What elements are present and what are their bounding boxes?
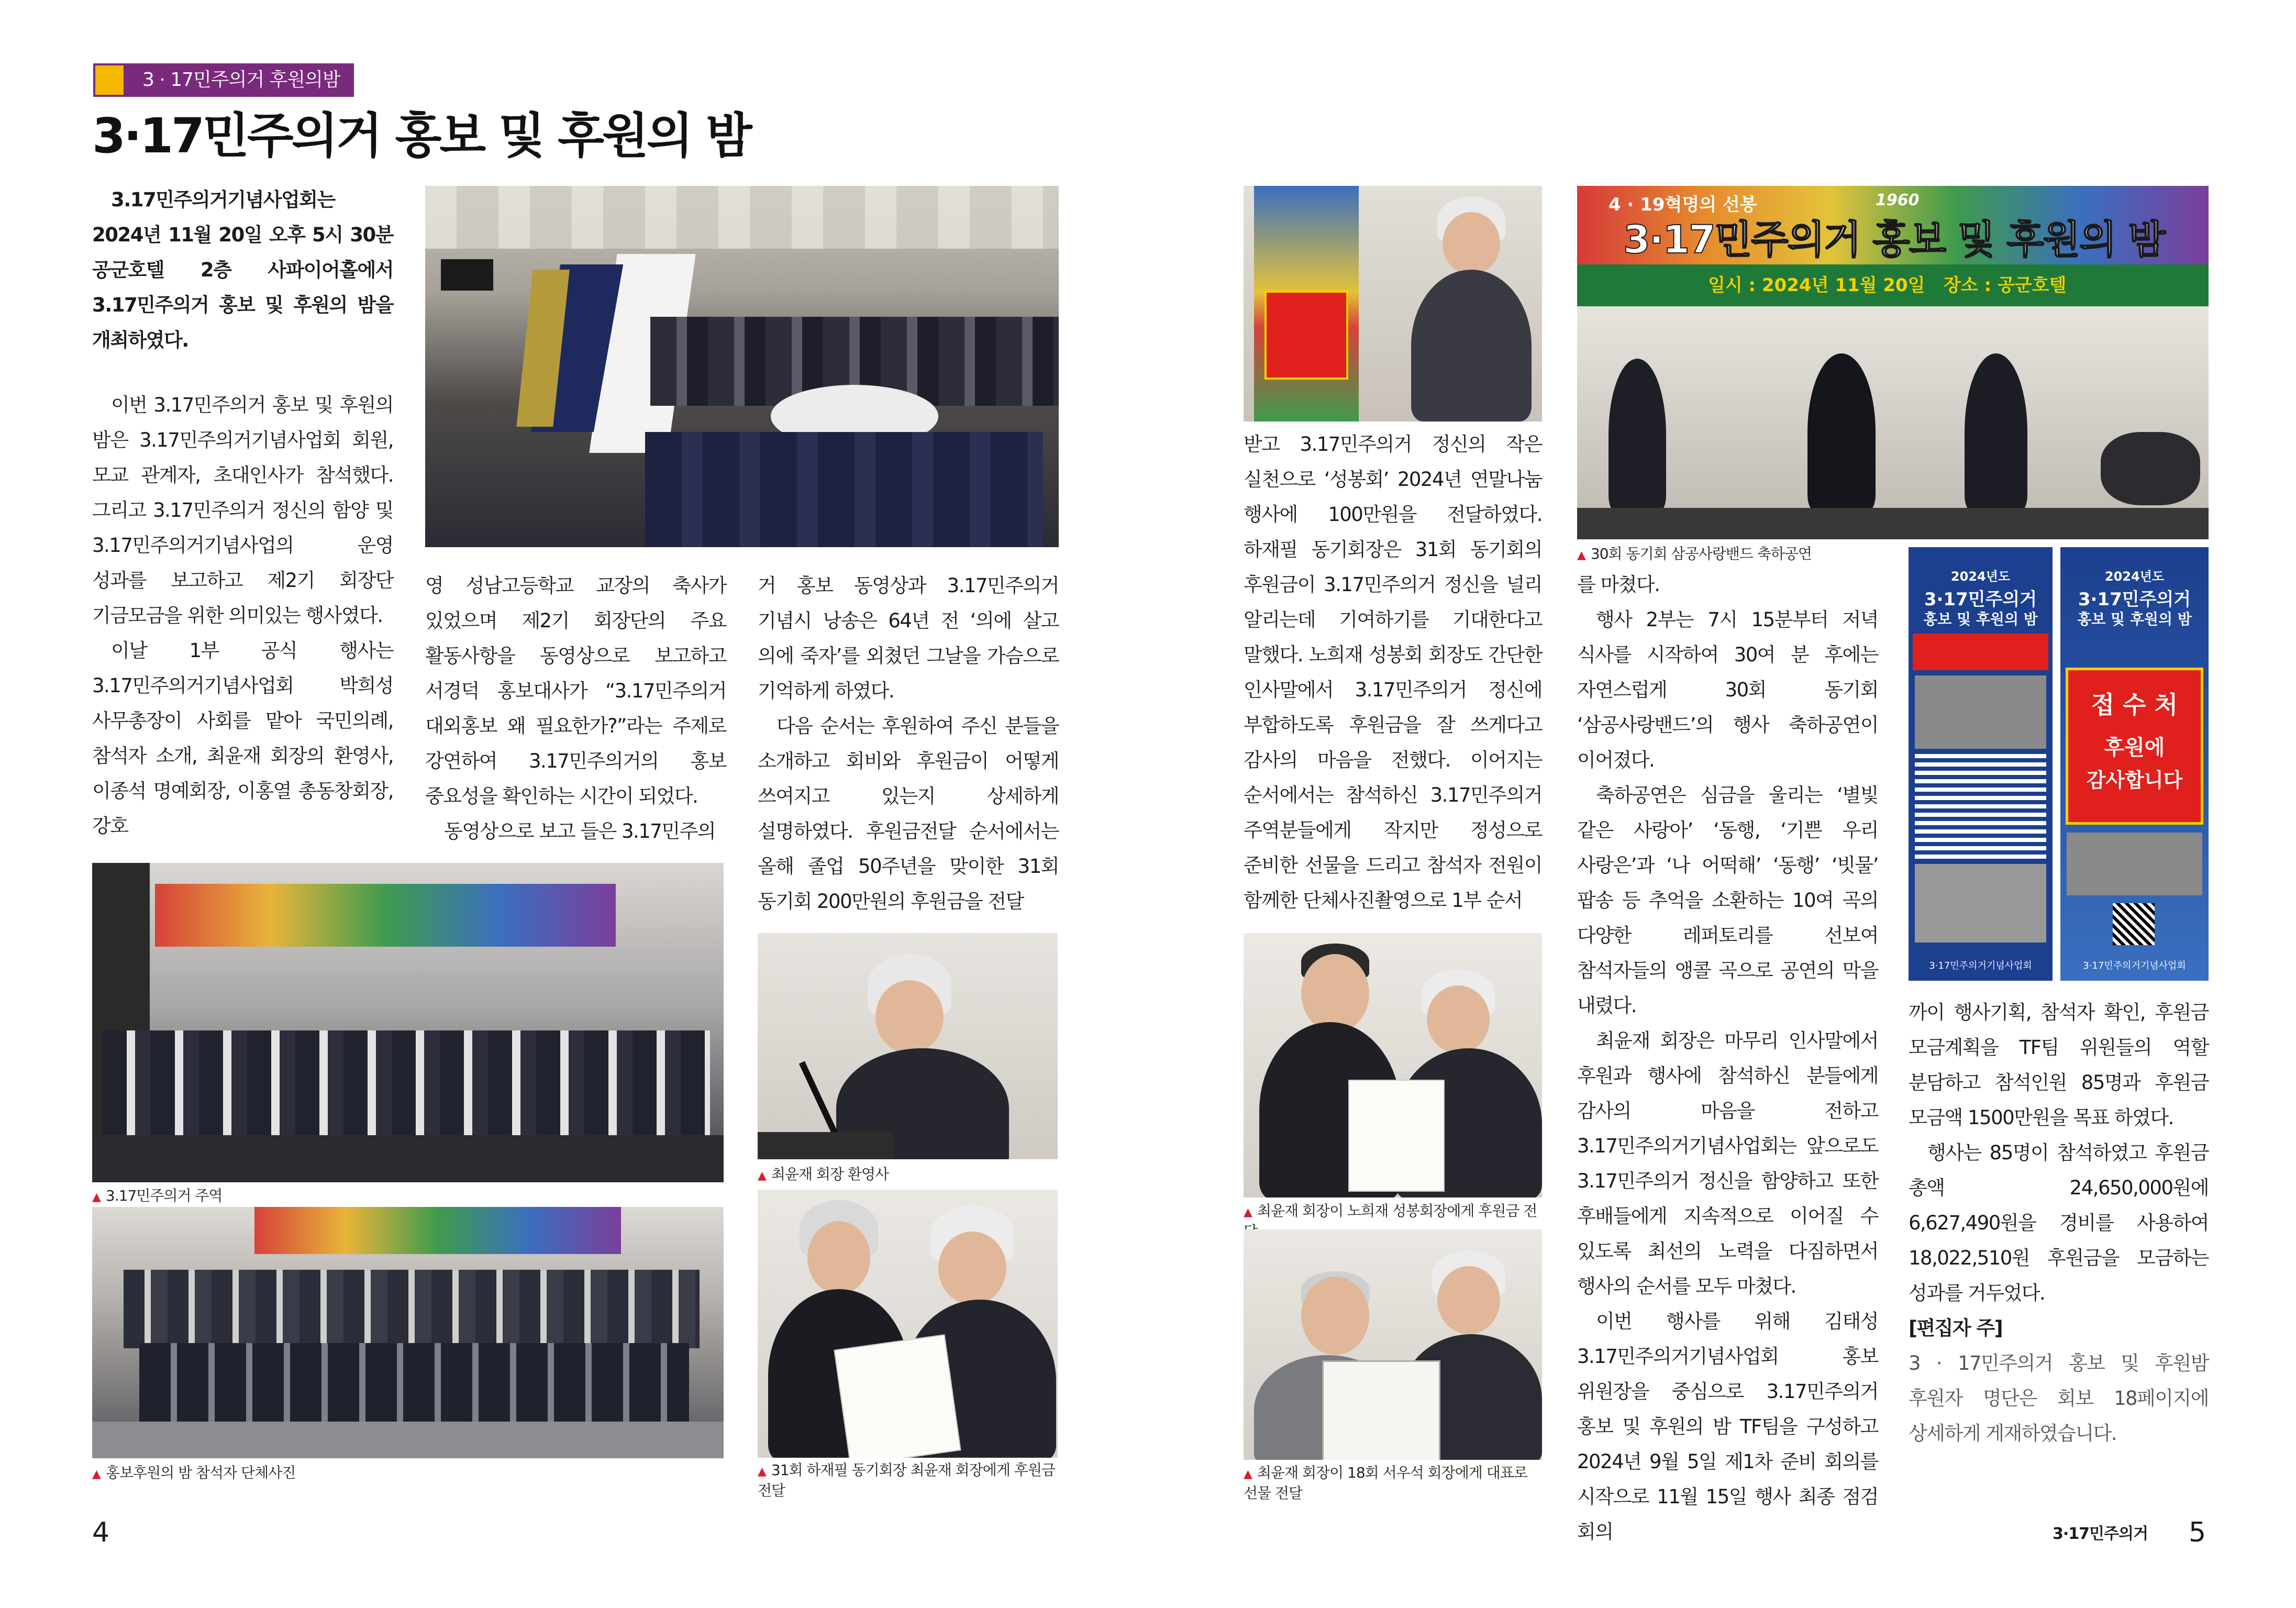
column-6-paragraph-1: 까이 행사기획, 참석자 확인, 후원금 모금계획을 TF팀 위원들의 역할 분담하고 참석인원 85명과 후원금 모금액 1500만원을 목표 하였다. [1909, 1001, 2209, 1129]
welcome-speech-photo [758, 933, 1058, 1159]
stage-floor [1577, 508, 2209, 539]
poster-reception-qr [2113, 903, 2155, 945]
section-tag-label: 3 · 17민주의거 후원의밤 [126, 63, 354, 97]
guest-face [1443, 212, 1500, 275]
tv-screen [441, 259, 493, 291]
banner-year: 1960 [1876, 191, 1920, 209]
poster-reception-photo [2067, 833, 2202, 895]
caption-triangle-icon: ▲ [92, 1191, 101, 1204]
band-photo [1577, 186, 2209, 539]
column-5-paragraph-4: 최윤재 회장은 마무리 인사말에서 후원과 행사에 참석하신 분들에게 감사의 마음을 전하고 3.17민주의거기념사업회는 앞으로도 3.17민주의거 정신을 함양하고 또한 후배들에게 지속적으로 이어질 수 있도록 최선의 노력을 다짐하면서 행사의 순서를 모두 마쳤다. [1577, 1029, 1878, 1298]
poster-info-text-block [1915, 754, 2046, 859]
caption-triangle-icon: ▲ [1244, 1468, 1252, 1481]
column-2 [425, 568, 726, 849]
poster-info-title-2: 홍보 및 후원의 밤 [1923, 611, 2038, 628]
caption-triangle-icon: ▲ [1244, 1206, 1252, 1219]
caption-triangle-icon: ▲ [758, 1465, 766, 1478]
caption-triangle-icon: ▲ [92, 1468, 101, 1481]
left-page-number: 4 [92, 1517, 110, 1548]
banner-title: 3·17민주의거 홍보 및 후원의 밤 [1623, 217, 2165, 262]
ceiling-lights [425, 186, 1059, 249]
column-6-paragraph-2: 행사는 85명이 참석하였고 후원금 총액 24,650,000원에 6,627,490원을 경비를 사용하여 18,022,510원 후원금을 모금하는 성과를 거두었다. [1909, 1141, 2209, 1304]
caption-triangle-icon: ▲ [1577, 549, 1585, 562]
speaker-face [875, 980, 944, 1053]
banner-subtitle: 4 · 19혁명의 선봉 [1609, 194, 1757, 215]
poster-info-org: 3·17민주의거기념사업회 [1929, 960, 2032, 971]
bassist-right [1965, 353, 2027, 511]
certificate [1348, 1080, 1445, 1192]
event-banner [1577, 186, 2209, 306]
microphone-stand [799, 1061, 838, 1135]
column-6 [1909, 995, 2209, 1451]
poster-reception-org: 3·17민주의거기념사업회 [2083, 960, 2186, 971]
section-tag [93, 63, 354, 97]
man-left-face [1301, 1277, 1369, 1355]
poster-reception-line-1: 후원에 [2104, 736, 2165, 760]
group-floor [92, 1422, 724, 1458]
group-back-rows [124, 1270, 700, 1348]
chorus-members [103, 1030, 710, 1135]
poster-info-red-band [1913, 634, 2048, 670]
group-banner [254, 1207, 621, 1254]
poster-reception-panel [2066, 668, 2203, 825]
column-5-paragraph-1: 를 마쳤다. [1577, 573, 1660, 596]
banner-date: 일시 : 2024년 11월 20일 [1708, 275, 1925, 296]
man-right-face [938, 1232, 1006, 1305]
column-4 [1244, 427, 1542, 918]
poster-reception-title-1: 3·17민주의거 [2078, 589, 2191, 610]
poster-info-year: 2024년도 [1950, 569, 2011, 584]
editor-note-text: 3 · 17민주의거 홍보 및 후원밤 후원자 명단은 회보 18페이지에 상세하게 게재하였습니다. [1909, 1352, 2209, 1445]
column-4-paragraph-1: 받고 3.17민주의거 정신의 작은 실천으로 ‘성봉회’ 2024년 연말나눔 행사에 100만원을 전달하였다. 하재필 동기회장은 31회 동기회의 후원금이 3.17민주의거 정신을 널리 알리는데 기여하기를 기대한다고 말했다. 노희재 성봉회 회장도 간단한 인사말에서 3.17민주의거 정신에 부합하도록 후원금을 잘 쓰게다고 감사의 마음을 전했다. 이어지는 순서에서는 참석하신 3.17민주의거 주역분들에게 작지만 정성으로 준비한 선물을 드리고 참석자 전원이 함께한 단체사진촬영으로 1부 순서 [1244, 433, 1542, 912]
editor-note-label: [편집자 주] [1909, 1317, 2003, 1339]
poster-info-title-1: 3·17민주의거 [1924, 589, 2037, 610]
chairs-row [645, 432, 1043, 547]
banner-place: 장소 : 공군호텔 [1944, 275, 2067, 296]
singer-center [1807, 353, 1876, 511]
footer-magazine-label: 3·17민주의거 [2053, 1525, 2148, 1543]
poster-reception [2060, 547, 2209, 981]
band-caption: ▲ 30회 동기회 삼공사랑밴드 축하공연 [1577, 545, 1812, 562]
poster-reception-year: 2024년도 [2104, 569, 2165, 584]
donation-seongbong-photo [1244, 933, 1542, 1197]
reception-poster-photo [1244, 186, 1542, 422]
chorus-photo [92, 863, 724, 1182]
guitarist-left [1609, 359, 1666, 511]
certificate [834, 1334, 961, 1458]
column-3-paragraph-1: 거 홍보 동영상과 3.17민주의거 기념시 낭송은 64년 전 ‘의에 살고 의에 죽자’를 외쳤던 그날을 가슴으로 기억하게 하였다. [758, 574, 1059, 702]
caption-triangle-icon: ▲ [758, 1169, 766, 1182]
left-column-body [92, 387, 393, 844]
welcome-caption: ▲ 최윤재 회장 환영사 [758, 1166, 889, 1183]
column-3-paragraph-2: 다음 순서는 후원하여 주신 분들을 소개하고 회비와 후원금이 어떻게 쓰여지고 있는지 상세하게 설명하였다. 후원금전달 순서에서는 올해 졸업 50주년을 맞이한 31회 동기회 200만원의 후원금을 전달 [758, 715, 1059, 913]
column-5-paragraph-3: 축하공연은 심금을 울리는 ‘별빛 같은 사랑아’ ‘동행, ‘기쁜 우리 사랑은’과 ‘나 어떡해’ ‘동행’ ‘빗물’ 팝송 등 추억을 소환하는 10여 곡의 다양한 레퍼토리를 선보여 참석자들의 앵콜 곡으로 공연의 막을 내렸다. [1577, 784, 1878, 1017]
man-right-face [1437, 1266, 1500, 1334]
left-paragraph-1: 이번 3.17민주의거 홍보 및 후원의 밤은 3.17민주의거기념사업회 회원, 모교 관계자, 초대인사가 참석했다. 그리고 3.17민주의거 정신의 함양 및 3.17민주의거기념사업의 운영 성과를 보고하고 제2기 회장단 기금모금을 위한 의미있는 행사였다. [92, 394, 393, 627]
man-right-face [1427, 985, 1490, 1053]
poster-reception-heading: 접 수 처 [2091, 691, 2178, 719]
poster-info [1909, 547, 2053, 981]
man-left-face [1301, 954, 1369, 1033]
section-tag-marker [93, 63, 126, 97]
column-3 [758, 568, 1059, 919]
donation-31-photo [758, 1190, 1058, 1458]
man-left-face [807, 1221, 870, 1294]
gift-18-caption: ▲ 최윤재 회장이 18회 서우석 회장에게 대표로 선물 전달 [1244, 1464, 1527, 1502]
drum-kit [2101, 432, 2200, 505]
donation-seongbong-caption: ▲ 최윤재 회장이 노희재 성봉회장에게 후원금 전 [1244, 1202, 1537, 1219]
stage-floor [92, 1135, 724, 1182]
group-photo [92, 1207, 724, 1458]
podium [758, 1132, 894, 1159]
poster-info-photo [1915, 675, 2046, 749]
group-caption: ▲ 홍보후원의 밤 참석자 단체사진 [92, 1464, 296, 1481]
left-paragraph-2: 이날 1부 공식 행사는 3.17민주의거기념사업회 박희성 사무총장이 사회를 맡아 국민의례, 참석자 소개, 최윤재 회장의 환영사, 이종석 명예회장, 이홍열 총동창회장, 강호 [92, 639, 393, 837]
guest-suit [1411, 270, 1532, 422]
donation-31-caption: ▲ 31회 하재필 동기회장 최윤재 회장에게 후원금 전달 [758, 1461, 1055, 1499]
stage-backdrop [1577, 306, 2209, 539]
poster-reception-line-2: 감사합니다 [2086, 769, 2183, 792]
column-2-paragraph-2: 동영상으로 보고 들은 3.17민주의 [444, 820, 716, 842]
rollup-reception-panel [1265, 291, 1348, 380]
chorus-caption: ▲ 3.17민주의거 주역 [92, 1187, 223, 1204]
gift-18-photo [1244, 1229, 1542, 1460]
chorus-banner [155, 884, 616, 947]
ceremony-photo [425, 186, 1059, 547]
column-5 [1577, 567, 1878, 1549]
rollup-banner [1254, 186, 1359, 422]
column-5-paragraph-2: 행사 2부는 7시 15분부터 저녁 식사를 시작하여 30여 분 후에는 자연스럽게 30회 동기회 ‘삼공사랑밴드’의 행사 축하공연이 이어졌다. [1577, 608, 1878, 771]
poster-info-photo-2 [1915, 864, 2046, 942]
lead-paragraph: 3.17민주의거기념사업회는 2024년 11월 20일 오후 5시 30분 공군호텔 2층 사파이어홀에서 3.17민주의거 홍보 및 후원의 밤을 개최하였다. [92, 188, 393, 351]
group-front-row [139, 1343, 689, 1422]
column-2-paragraph-1: 영 성남고등학교 교장의 축사가 있었으며 제2기 회장단의 주요 활동사항을 동영상으로 보고하고 서경덕 홍보대사가 “3.17민주의거 대외홍보 왜 필요한가?”라는 주제로 강연하여 3.17민주의거의 홍보 중요성을 확인하는 시간이 되었다. [425, 574, 726, 807]
poster-reception-title-2: 홍보 및 후원의 밤 [2077, 611, 2192, 628]
column-5-paragraph-5: 이번 행사를 위해 김태성 3.17민주의거기념사업회 홍보 위원장을 중심으로 3.17민주의거 홍보 및 후원의 밤 TF팀을 구성하고 2024년 9월 5일 제1차 준비 회의를 시작으로 11월 15일 행사 최종 점검 회의 [1577, 1310, 1878, 1543]
gift-frame [1322, 1360, 1440, 1460]
right-page-number: 5 [2189, 1517, 2206, 1548]
page-headline: 3·17민주의거 홍보 및 후원의 밤 [92, 108, 750, 164]
